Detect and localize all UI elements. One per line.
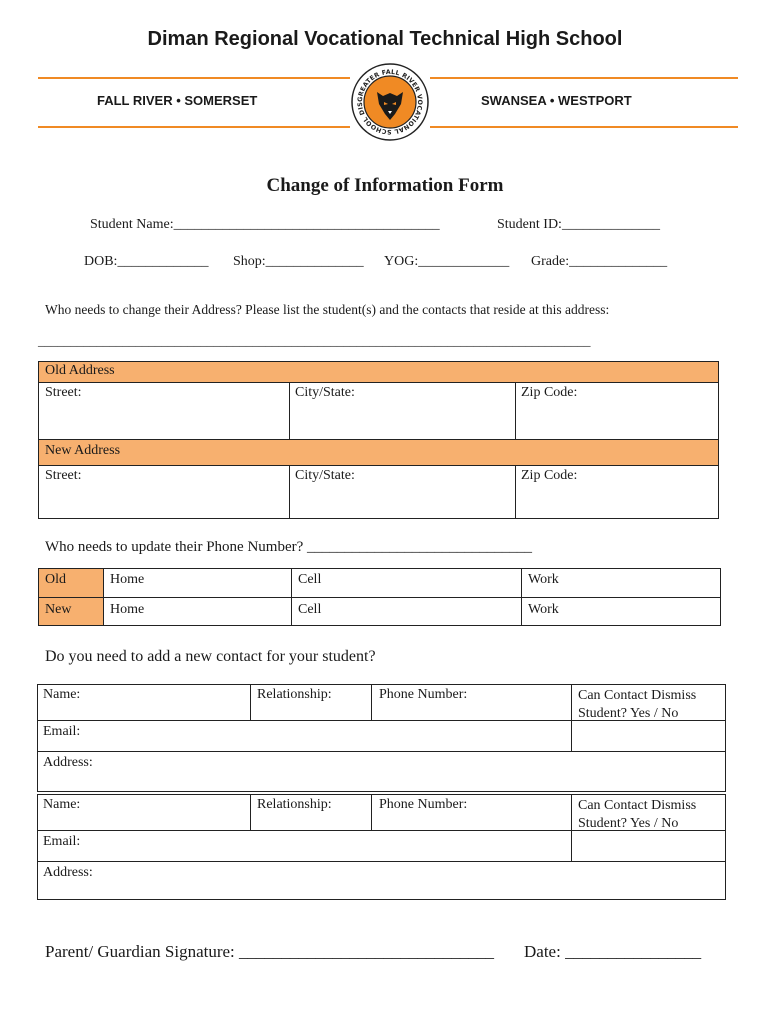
dismiss-label-line2: Student? Yes / No — [578, 816, 679, 831]
divider — [289, 382, 290, 440]
form-title: Change of Information Form — [266, 175, 504, 196]
old-zip-field[interactable]: Zip Code: — [521, 385, 578, 400]
contact-1-name-field[interactable]: Name: — [43, 687, 81, 702]
new-home-phone-field[interactable]: Home — [110, 602, 145, 617]
school-seal-logo — [350, 62, 430, 142]
address-students-blank[interactable]: _____________________________________________________________________________________ — [38, 333, 591, 348]
old-home-phone-field[interactable]: Home — [110, 572, 145, 587]
old-address-header: Old Address — [38, 361, 719, 383]
new-cell-phone-field[interactable]: Cell — [298, 602, 322, 617]
new-address-row — [38, 465, 719, 519]
dismiss-label-line1: Can Contact Dismiss — [578, 688, 697, 703]
contact-1-address-field[interactable]: Address: — [43, 755, 93, 770]
contact-2-email-field[interactable]: Email: — [43, 834, 81, 849]
divider — [371, 794, 372, 830]
divider — [571, 684, 572, 751]
dismiss-label-line2: Student? Yes / No — [578, 706, 679, 721]
header-rule-bottom-right — [430, 126, 738, 128]
contact-2-dismiss-field[interactable] — [578, 797, 696, 833]
phone-table — [38, 568, 721, 626]
contact-1-phone-field[interactable]: Phone Number: — [379, 687, 468, 702]
dismiss-label-line1: Can Contact Dismiss — [578, 798, 697, 813]
yog-field[interactable]: YOG:_____________ — [384, 254, 510, 269]
contact-2-address-field[interactable]: Address: — [43, 865, 93, 880]
old-street-field[interactable]: Street: — [45, 385, 82, 400]
divider — [103, 568, 104, 626]
divider — [515, 382, 516, 440]
dob-field[interactable]: DOB:_____________ — [84, 254, 209, 269]
new-address-header: New Address — [38, 439, 719, 466]
divider — [521, 568, 522, 626]
header-left-towns: FALL RIVER • SOMERSET — [97, 93, 258, 108]
new-zip-field[interactable]: Zip Code: — [521, 468, 578, 483]
contact-1-dismiss-field[interactable] — [578, 687, 696, 723]
date-field[interactable]: Date: ________________ — [524, 942, 702, 961]
contact-2-relationship-field[interactable]: Relationship: — [257, 797, 332, 812]
phone-old-label: Old — [45, 572, 66, 587]
divider — [515, 465, 516, 519]
divider — [37, 751, 726, 752]
address-table — [38, 361, 719, 519]
old-address-row — [38, 382, 719, 440]
contact-table-2 — [37, 794, 726, 900]
student-name-field[interactable]: Student Name:______________________________________ — [90, 217, 440, 232]
contact-2-phone-field[interactable]: Phone Number: — [379, 797, 468, 812]
divider — [250, 794, 251, 830]
old-work-phone-field[interactable]: Work — [528, 572, 559, 587]
student-id-field[interactable]: Student ID:______________ — [497, 217, 660, 232]
grade-field[interactable]: Grade:______________ — [531, 254, 668, 269]
header-rule-top-right — [430, 77, 738, 79]
shop-field[interactable]: Shop:______________ — [233, 254, 364, 269]
old-cell-phone-field[interactable]: Cell — [298, 572, 322, 587]
divider — [289, 465, 290, 519]
svg-text:GREATER FALL RIVER VOCATIONAL: GREATER FALL RIVER VOCATIONAL SCHOOL DIS — [356, 68, 424, 136]
divider — [38, 597, 721, 598]
contact-question: Do you need to add a new contact for your student? — [45, 648, 376, 665]
address-question: Who needs to change their Address? Please list the student(s) and the contacts that reside at this address: — [45, 302, 610, 317]
new-work-phone-field[interactable]: Work — [528, 602, 559, 617]
guardian-signature-field[interactable]: Parent/ Guardian Signature: ______________________________ — [45, 942, 495, 961]
contact-table-1 — [37, 684, 726, 792]
header-rule-top-left — [38, 77, 350, 79]
school-title: Diman Regional Vocational Technical High School — [147, 28, 623, 50]
header-right-towns: SWANSEA • WESTPORT — [481, 93, 632, 108]
divider — [37, 861, 726, 862]
phone-new-label: New — [45, 602, 72, 617]
divider — [291, 568, 292, 626]
contact-2-name-field[interactable]: Name: — [43, 797, 81, 812]
old-city-state-field[interactable]: City/State: — [295, 385, 355, 400]
divider — [571, 794, 572, 861]
header-rule-bottom-left — [38, 126, 350, 128]
phone-question[interactable]: Who needs to update their Phone Number? ______________________________ — [45, 539, 533, 555]
new-city-state-field[interactable]: City/State: — [295, 468, 355, 483]
contact-1-email-field[interactable]: Email: — [43, 724, 81, 739]
new-street-field[interactable]: Street: — [45, 468, 82, 483]
divider — [250, 684, 251, 720]
divider — [371, 684, 372, 720]
contact-1-relationship-field[interactable]: Relationship: — [257, 687, 332, 702]
